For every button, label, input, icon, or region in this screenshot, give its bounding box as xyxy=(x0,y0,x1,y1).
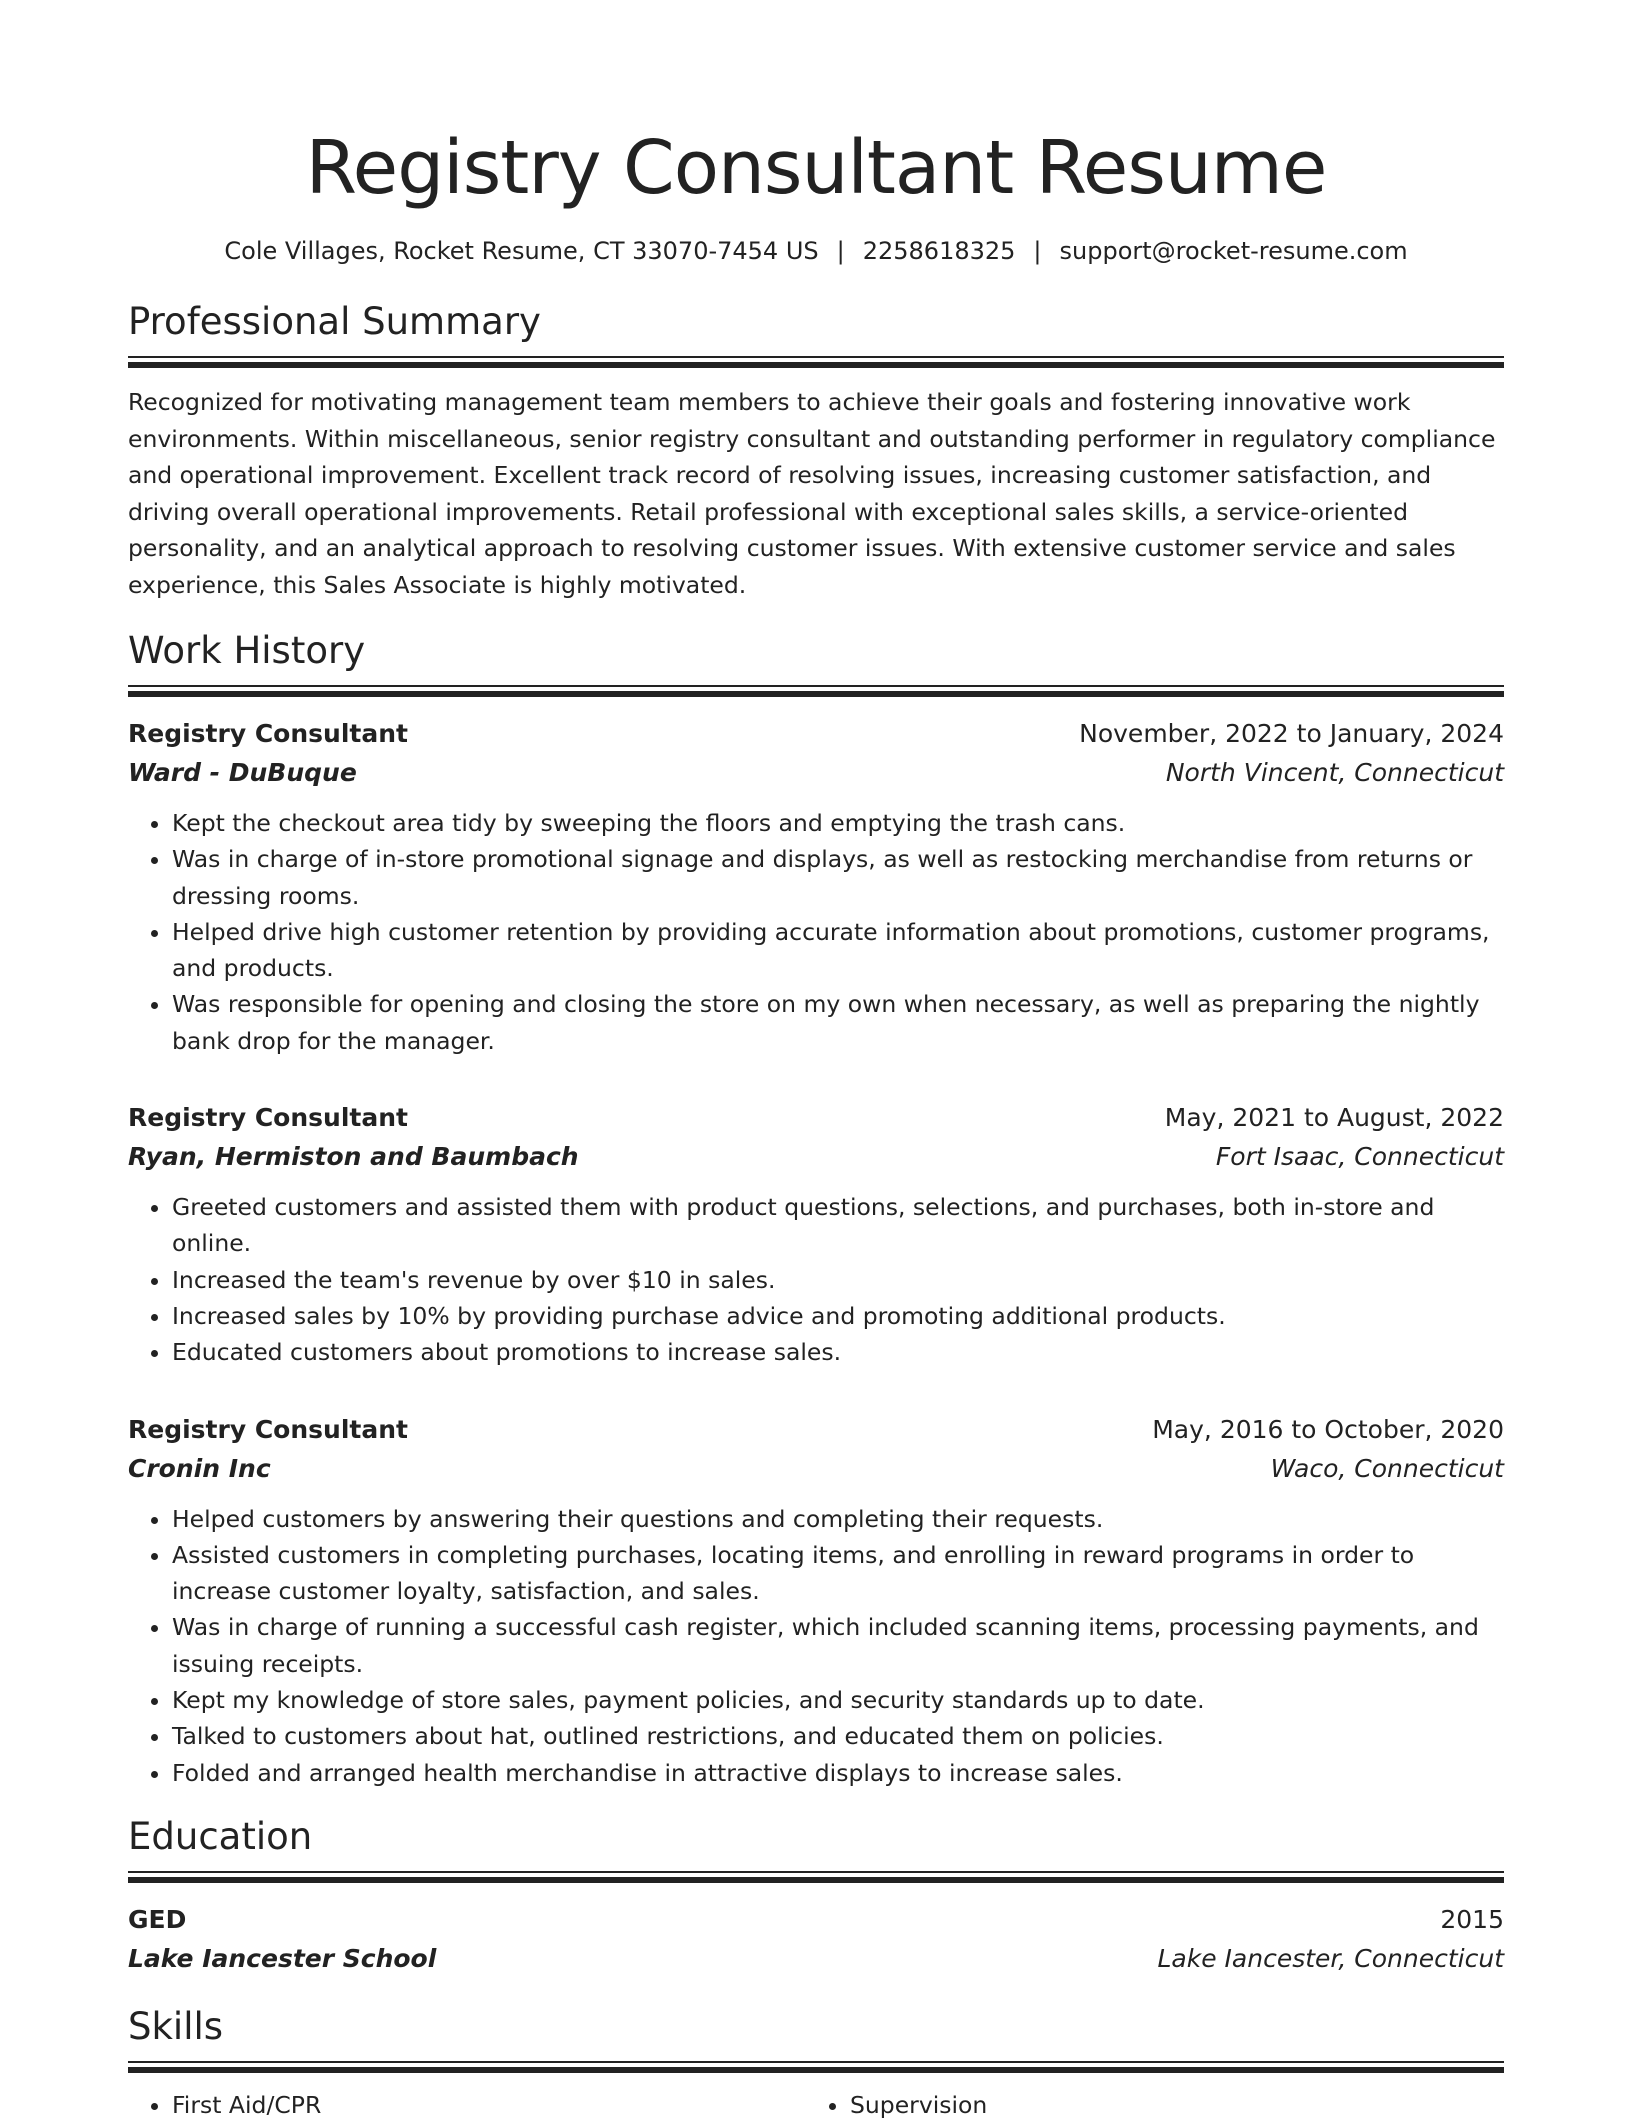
skill-item: • Supervision xyxy=(850,2087,1484,2123)
job-location: North Vincent, Connecticut xyxy=(1165,758,1504,787)
job-dates: May, 2016 to October, 2020 xyxy=(1152,1414,1504,1444)
section-divider xyxy=(128,1871,1504,1883)
section-divider xyxy=(128,2061,1504,2073)
contact-line xyxy=(128,234,1504,268)
job-bullets xyxy=(128,1501,1504,1791)
job-dates: November, 2022 to January, 2024 xyxy=(1079,719,1504,748)
job-header-row xyxy=(128,715,1504,753)
job-bullet: • Greeted customers and assisted them with product questions, selections, and purchases, both in-store and online. xyxy=(172,1189,1504,1262)
section-divider xyxy=(128,685,1504,697)
job-bullets xyxy=(128,805,1504,1059)
job-entry xyxy=(128,1411,1504,1791)
contact-email: support@rocket-resume.com xyxy=(1059,237,1408,265)
job-header-row xyxy=(128,1099,1504,1137)
skills-column-right xyxy=(806,2087,1484,2123)
job-bullet: • Helped drive high customer retention by providing accurate information about promotions, customer programs, and products. xyxy=(172,914,1504,987)
job-title: Registry Consultant xyxy=(128,1103,408,1133)
contact-address: Cole Villages, Rocket Resume, CT 33070-7454 US xyxy=(224,237,819,265)
education-school: Lake Iancester School xyxy=(128,1943,437,1973)
section-heading-skills: Skills xyxy=(128,2004,224,2048)
education-location: Lake Iancester, Connecticut xyxy=(1157,1943,1504,1973)
job-bullet: • Increased the team's revenue by over $10 in sales. xyxy=(172,1262,1504,1298)
contact-separator: | xyxy=(1033,237,1042,265)
contact-separator: | xyxy=(836,237,845,265)
summary-text: Recognized for motivating management team members to achieve their goals and fostering innovative work environments. Within miscellaneous, senior registry consultant and outstanding performer in regulatory compliance and operational improvement. Excellent track record of resolving issues, increasing customer satisfaction, and driving overall operational improvements. Retail professional with exceptional sales skills, a service-oriented personality, and an analytical approach to resolving customer issues. With extensive customer service and sales experience, this Sales Associate is highly motivated. xyxy=(128,388,1496,599)
job-bullet: • Kept the checkout area tidy by sweeping the floors and emptying the trash cans. xyxy=(172,805,1504,841)
job-entry xyxy=(128,715,1504,1059)
job-dates: May, 2021 to August, 2022 xyxy=(1164,1103,1504,1133)
contact-phone: 2258618325 xyxy=(862,237,1016,265)
education-year: 2015 xyxy=(1440,1904,1504,1934)
job-company: Cronin Inc xyxy=(128,1453,271,1483)
job-bullet: • Talked to customers about hat, outlined restrictions, and educated them on policies. xyxy=(172,1718,1504,1754)
job-bullet: • Was in charge of in-store promotional signage and displays, as well as restocking merchandise from returns or dressing rooms. xyxy=(172,841,1504,914)
skills-section xyxy=(128,2005,1504,2123)
education-section xyxy=(128,1815,1504,1979)
job-location: Fort Isaac, Connecticut xyxy=(1215,1142,1504,1172)
job-title: Registry Consultant xyxy=(128,719,408,748)
job-bullet: • Was responsible for opening and closing the store on my own when necessary, as well as preparing the nightly bank drop for the manager. xyxy=(172,986,1504,1059)
job-entry xyxy=(128,1099,1504,1370)
resume-page xyxy=(128,118,1504,2123)
job-company-row xyxy=(128,753,1504,793)
job-header-row xyxy=(128,1411,1504,1449)
skills-column-left xyxy=(128,2087,806,2123)
job-bullet: • Assisted customers in completing purchases, locating items, and enrolling in reward programs in order to increase customer loyalty, satisfaction, and sales. xyxy=(172,1537,1504,1610)
section-divider xyxy=(128,356,1504,368)
job-company: Ryan, Hermiston and Baumbach xyxy=(128,1142,579,1172)
job-bullet: • Folded and arranged health merchandise in attractive displays to increase sales. xyxy=(172,1755,1504,1791)
section-heading-summary: Professional Summary xyxy=(128,300,541,343)
summary-section xyxy=(128,300,1504,603)
job-title: Registry Consultant xyxy=(128,1414,408,1444)
job-bullet: • Helped customers by answering their questions and completing their requests. xyxy=(172,1501,1504,1537)
resume-title: Registry Consultant Resume xyxy=(305,125,1327,211)
education-header-row xyxy=(128,1901,1504,1939)
education-degree: GED xyxy=(128,1904,187,1934)
job-company-row xyxy=(128,1449,1504,1489)
skill-item: • First Aid/CPR xyxy=(172,2087,806,2123)
job-location: Waco, Connecticut xyxy=(1270,1453,1504,1483)
education-school-row xyxy=(128,1939,1504,1979)
job-bullets xyxy=(128,1189,1504,1370)
job-bullet: • Was in charge of running a successful cash register, which included scanning items, processing payments, and issuing receipts. xyxy=(172,1609,1504,1682)
work-history-section xyxy=(128,629,1504,1791)
job-bullet: • Educated customers about promotions to increase sales. xyxy=(172,1334,1504,1370)
education-entry xyxy=(128,1901,1504,1979)
job-bullet: • Increased sales by 10% by providing purchase advice and promoting additional products. xyxy=(172,1298,1504,1334)
section-heading-education: Education xyxy=(128,1814,313,1858)
skills-list xyxy=(128,2087,1504,2123)
job-company-row xyxy=(128,1137,1504,1177)
job-company: Ward - DuBuque xyxy=(128,758,357,787)
section-heading-work-history: Work History xyxy=(128,629,366,672)
job-bullet: • Kept my knowledge of store sales, payment policies, and security standards up to date. xyxy=(172,1682,1504,1718)
